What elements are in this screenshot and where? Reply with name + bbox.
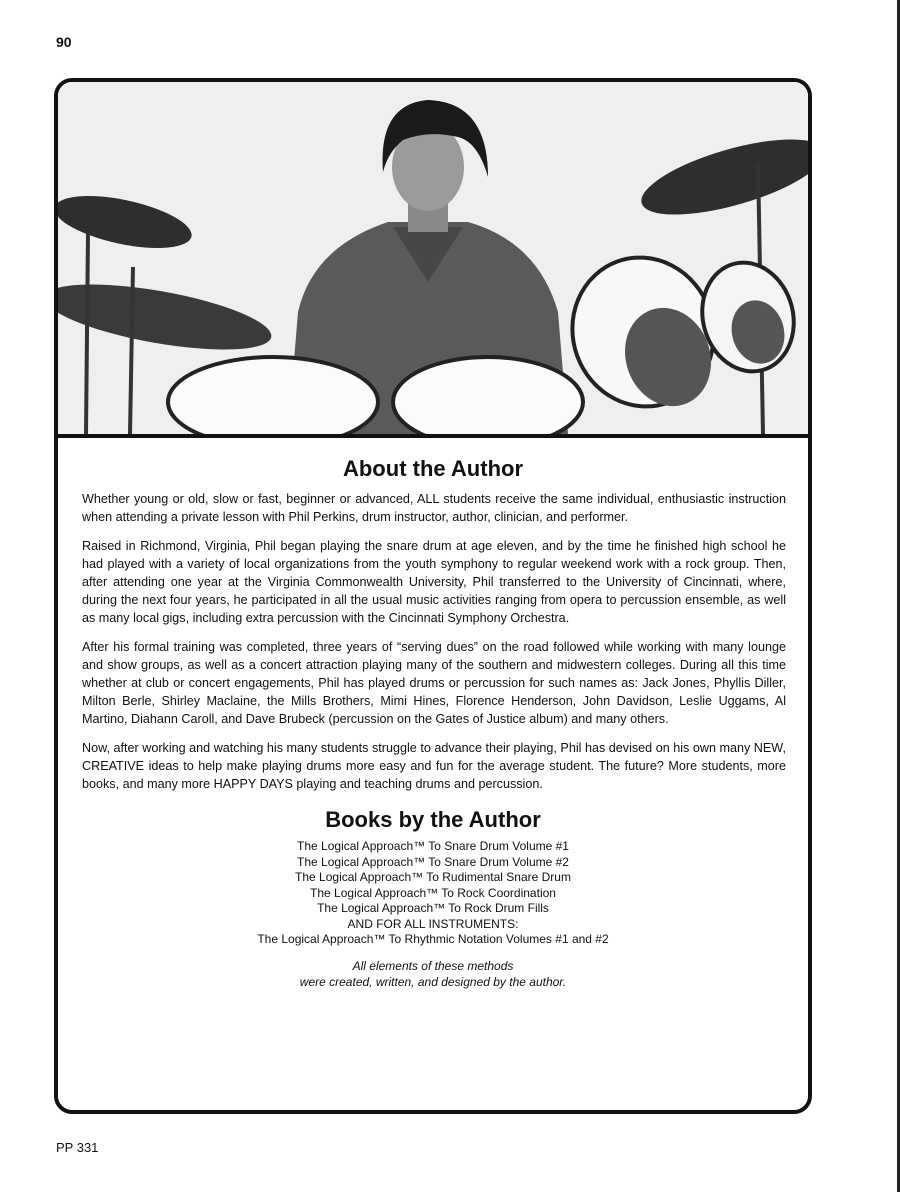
book-item: The Logical Approach™ To Rudimental Snare Drum: [295, 870, 571, 884]
book-item: The Logical Approach™ To Snare Drum Volume #1: [297, 839, 569, 853]
book-item: The Logical Approach™ To Rhythmic Notation Volumes #1 and #2: [257, 932, 609, 946]
publication-code: PP 331: [56, 1140, 99, 1155]
about-title: About the Author: [342, 456, 524, 481]
center-drum: [393, 357, 583, 434]
about-paragraph-2: Raised in Richmond, Virginia, Phil began playing the snare drum at age eleven, and by the time he finished high school he had played with a variety of local organizations from the youth symphony to regular weekend work with a rock group. Then, after attending one year at the Virginia Commonwealth University, Phil transferred to the University of Cincinnati, where, during the next four years, he participated in all the usual music activities ranging from opera to percussion ensemble, as well as many local gigs, including extra percussion with the Cincinnati Symphony Orchestra.: [82, 539, 786, 625]
author-credit: [58, 958, 808, 990]
books-title: Books by the Author: [325, 807, 541, 832]
about-paragraph-1: Whether young or old, slow or fast, beginner or advanced, ALL students receive the same individual, enthusiastic instruction when attending a private lesson with Phil Perkins, drum instructor, author, clinician, and performer.: [82, 492, 786, 524]
about-paragraph-4: Now, after working and watching his many students struggle to advance their playing, Phil has devised on his own many NEW, CREATIVE ideas to help make playing drums more easy and fun for the average student. The future? More students, more books, and many more HAPPY DAYS playing and teaching drums and percussion.: [82, 741, 786, 791]
book-item-heading: AND FOR ALL INSTRUMENTS:: [347, 916, 519, 931]
about-section: [58, 438, 808, 990]
book-item: The Logical Approach™ To Rock Drum Fills: [317, 901, 549, 915]
books-list: [58, 839, 808, 948]
drummer-illustration: [58, 82, 808, 434]
page-number: 90: [56, 34, 72, 50]
credit-line-1: All elements of these methods: [352, 958, 514, 973]
author-photo: [58, 82, 808, 438]
credit-line-2: were created, written, and designed by the author.: [299, 974, 567, 989]
about-paragraph-3: After his formal training was completed, three years of “serving dues” on the road followed while working with many lounge and show groups, as well as a concert attraction playing many of the southern and midwestern colleges. During all this time whether at club or concert engagements, Phil has played drums or percussion for such names as: Jack Jones, Phyllis Diller, Milton Berle, Shirley Maclaine, the Mills Brothers, Mimi Hines, Florence Henderson, John Davidson, Leslie Uggams, Al Martino, Diahann Caroll, and Dave Brubeck (percussion on the Gates of Justice album) and many others.: [82, 640, 786, 726]
left-tom-drum: [168, 357, 378, 434]
book-item: The Logical Approach™ To Rock Coordination: [310, 885, 556, 900]
content-frame: [54, 78, 812, 1114]
book-item: The Logical Approach™ To Snare Drum Volume #2: [297, 854, 569, 869]
